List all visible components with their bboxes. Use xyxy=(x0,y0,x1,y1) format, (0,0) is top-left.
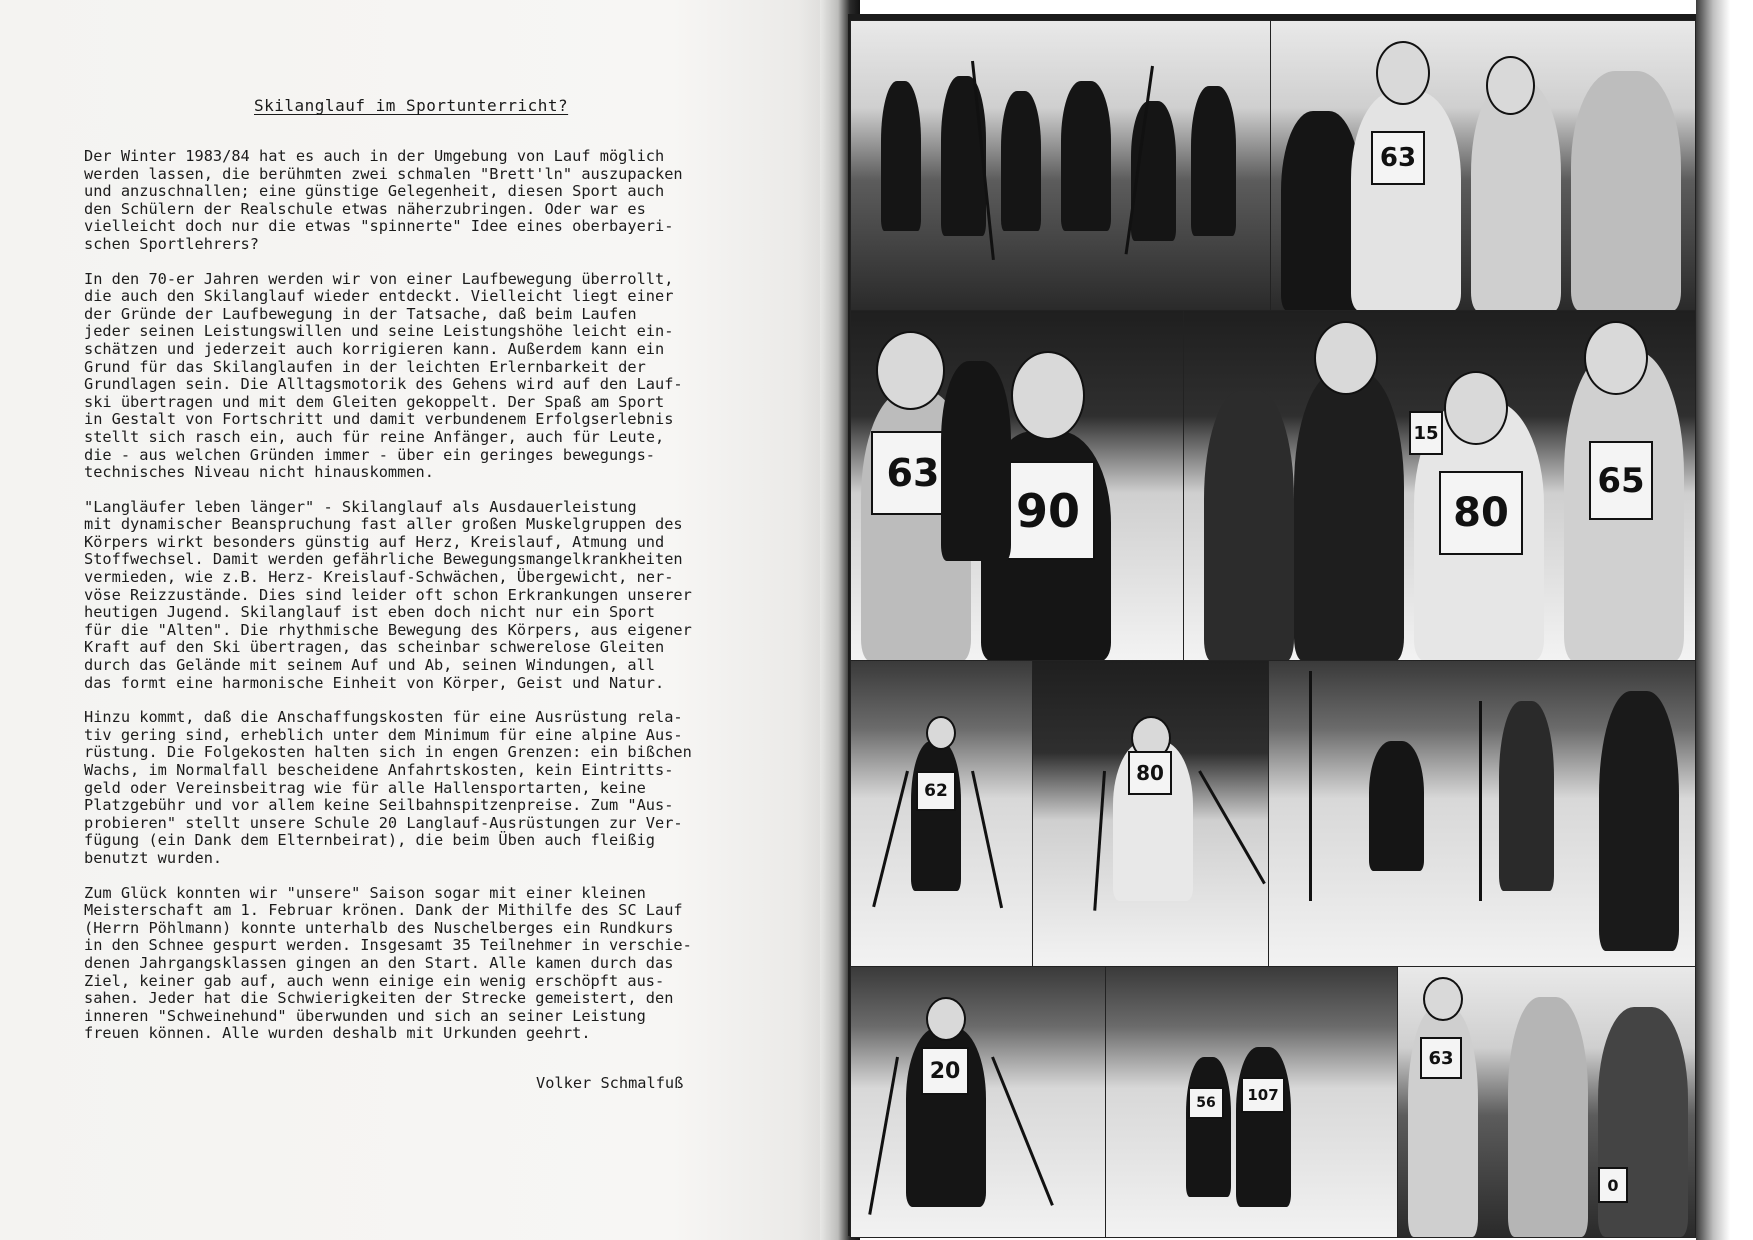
paragraph-2: In den 70-er Jahren werden wir von einer Laufbewegung überrollt, die auch den Skilanglauf wieder entdeckt. Vielleicht liegt einer der Gründe der Laufbewegung in der Tatsache, daß beim Laufen jeder seinen Leistungswillen und seine Leistungshöhe leicht ein- schätzen und jederzeit auch korrigieren kann. Außerdem kann ein Grund für das Skilanglaufen in der leichten Erlernbarkeit der Grundlagen sein. Die Alltagsmotorik des Gehens wird auf den Lauf- ski übertragen und mit dem Gleiten gekoppelt. Der Spaß am Sport in Gestalt von Fortschritt und damit verbundenem Erfolgserlebnis stellt sich rasch ein, auch für reine Anfänger, auch für Leute, die - aus welchen Gründen immer - über ein geringes bewegungs- technisches Niveau nicht hinauskommen. xyxy=(84,269,683,482)
photo-finish-skier-20 xyxy=(850,966,1107,1238)
photo-skier-80 xyxy=(1032,660,1270,968)
photo-group-at-start xyxy=(850,20,1272,312)
paragraph-4: Hinzu kommt, daß die Anschaffungskosten für eine Ausrüstung rela- tiv gering sind, erheblich unter dem Minimum für eine alpine Aus- rüstung. Die Folgekosten halten sich in engen Grenzen: ein bißchen Wachs, im Normalfall bescheidene Anfahrtskosten, kein Eintritts- geld oder Vereinsbeitrag wie für alle Hallensportarten, keine Platzgebühr und vor allem keine Seilbahnspitzenpreise. Zum "Aus- probieren" stellt unsere Schule 20 Langlauf-Ausrüstungen zur Ver- fügung (ein Dank dem Elternbeirat), die beim Üben auch fleißig benutzt wurden. xyxy=(84,708,692,867)
photo-registration xyxy=(1270,20,1696,312)
paragraph-3: "Langläufer leben länger" - Skilanglauf als Ausdauerleistung mit dynamischer Beanspruchung fast aller großen Muskelgruppen des Körpers wirkt besonders günstig auf Herz, Kreislauf, Atmung und Stoffwechsel. Damit werden gefährliche Bewegungsmangelkrankheiten vermieden, wie z.B. Herz- Kreislauf-Schwächen, Übergewicht, ner- vöse Reizzustände. Dies sind leider oft schon Erkrankungen unserer heutigen Jugend. Skilanglauf ist eben doch nicht nur ein Sport für die "Alten". Die rhythmische Bewegung des Körpers, aus eigener Kraft auf den Ski übertragen, das scheinbar schwerelose Gleiten durch das Gelände mit seinem Auf und Ab, seinen Windungen, all das formt eine harmonische Einheit von Körper, Geist und Natur. xyxy=(84,497,692,692)
photo-racers-with-bibs xyxy=(850,310,1185,662)
bib-number: 107 xyxy=(1241,1077,1285,1113)
paragraph-1: Der Winter 1983/84 hat es auch in der Umgebung von Lauf möglich werden lassen, die berühmten zwei schmalen "Brett'ln" auszupacken und anzuschnallen; eine günstige Gelegenheit, diesen Sport auch den Schülern der Realschule etwas näherzubringen. Oder war es vielleicht doch nur die etwas "spinnerte" Idee eines oberbayeri- schen Sportlehrers? xyxy=(84,147,683,253)
photo-skier-62 xyxy=(850,660,1034,968)
photo-students-group xyxy=(1183,310,1696,662)
page-edge xyxy=(1696,0,1753,1240)
bib-number: 63 xyxy=(1371,131,1425,185)
photo-slalom-gate xyxy=(1268,660,1696,968)
bib-number: 0 xyxy=(1598,1167,1628,1203)
bib-number: 80 xyxy=(1439,471,1523,555)
article-title: Skilanglauf im Sportunterricht? xyxy=(254,96,569,115)
bib-number: 15 xyxy=(1409,411,1443,455)
article-body xyxy=(84,148,804,1060)
photo-collage-page xyxy=(848,14,1696,1236)
bib-number: 65 xyxy=(1589,441,1653,520)
bib-number: 63 xyxy=(871,431,955,515)
bib-number: 63 xyxy=(1420,1037,1462,1079)
author-signature: Volker Schmalfuß xyxy=(536,1074,684,1092)
paragraph-5: Zum Glück konnten wir "unsere" Saison sogar mit einer kleinen Meisterschaft am 1. Februar krönen. Dank der Mithilfe des SC Lauf (Herrn Pöhlmann) konnte unterhalb des Nuschelberges ein Rundkurs in den Schnee gespurt werden. Insgesamt 35 Teilnehmer in verschie- denen Jahrgangsklassen gingen an den Start. Alle kamen durch das Ziel, keiner gab auf, auch wenn einige ein wenig erschöpft aus- sahen. Jeder hat die Schwierigkeiten der Strecke gemeistert, den inneren "Schweinehund" überwunden und sich an seiner Leistung freuen können. Alle wurden deshalb mit Urkunden geehrt. xyxy=(84,883,692,1043)
photo-finish-area xyxy=(1397,966,1696,1238)
photo-two-skiers xyxy=(1105,966,1399,1238)
bib-number: 90 xyxy=(1001,461,1095,560)
left-page xyxy=(0,0,840,1240)
bib-number: 80 xyxy=(1128,751,1172,795)
bib-number: 20 xyxy=(921,1047,969,1095)
bib-number: 62 xyxy=(916,771,956,811)
bib-number: 56 xyxy=(1188,1087,1224,1119)
